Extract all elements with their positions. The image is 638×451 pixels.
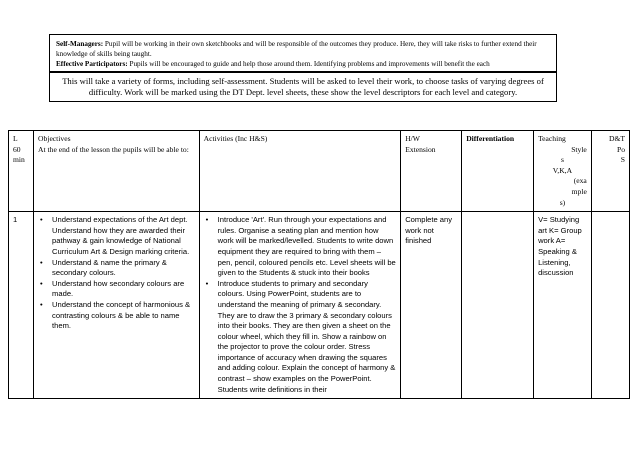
objectives-list bbox=[38, 215, 195, 332]
list-item: • Understand expectations of the Art dept. Understand how they are awarded their pathway & gain knowledge of National Curriculum Art & Design marking criteria. bbox=[52, 215, 195, 257]
header-objectives bbox=[34, 131, 200, 212]
dt-pos-cell bbox=[591, 212, 629, 399]
header-dt-line: Po bbox=[616, 144, 625, 154]
list-item: • Understand & name the primary & secondary colours. bbox=[52, 258, 195, 279]
header-teaching-line: s) bbox=[559, 197, 566, 207]
assessment-text: This will take a variety of forms, including self-assessment. Students will be asked to level their work, to choose tasks of varying degrees of difficulty. Work will be marked using the DT Dept. level sheets, these show the level descriptors for each level and category. bbox=[62, 76, 544, 97]
intro-skills-box bbox=[49, 34, 557, 72]
header-lesson-line: L bbox=[13, 134, 18, 143]
list-item: • Introduce students to primary and secondary colours. Using PowerPoint, students are to understand the meaning of primary & secondary. They are to draw the 3 primary & secondary colours into their books. They are then given a sheet on the colour wheel, which they fill in. Show a rainbow on the projector to prove the colour order. Stress importance of accuracy when drawing the squares and adding colour. Explain the concept of harmony & contrast – show examples on the PowerPoint. Students write definitions in their bbox=[218, 279, 397, 396]
header-differentiation-title: Differentiation bbox=[466, 134, 515, 143]
objectives-cell bbox=[34, 212, 200, 399]
assessment-box bbox=[49, 72, 557, 102]
header-teaching-line: V,K,A bbox=[552, 165, 573, 175]
header-hw-sub: Extension bbox=[405, 144, 436, 154]
header-teaching-line: Teaching bbox=[538, 134, 566, 143]
header-lesson bbox=[9, 131, 34, 212]
header-teaching-styles bbox=[534, 131, 592, 212]
activities-list bbox=[204, 215, 397, 395]
self-managers-paragraph bbox=[56, 39, 550, 59]
header-differentiation bbox=[462, 131, 534, 212]
header-teaching-line: (exa bbox=[573, 176, 587, 186]
effective-participators-label: Effective Participators: bbox=[56, 60, 128, 68]
header-teaching-line: Style bbox=[571, 144, 587, 154]
header-dt-pos bbox=[591, 131, 629, 212]
header-lesson-line: 60 bbox=[13, 144, 21, 154]
effective-participators-text: Pupils will be encouraged to guide and help those around them. Identifying problems and improvements will benefit the each bbox=[129, 60, 490, 68]
header-activities bbox=[199, 131, 401, 212]
header-activities-title: Activities (Inc H&S) bbox=[203, 134, 268, 143]
lesson-plan-table bbox=[8, 130, 630, 399]
header-teaching-line: s bbox=[560, 155, 564, 165]
header-objectives-title: Objectives bbox=[38, 134, 71, 143]
table-header-row bbox=[9, 131, 630, 212]
activities-cell bbox=[199, 212, 401, 399]
list-item: • Understand how secondary colours are made. bbox=[52, 279, 195, 300]
header-dt-line: D&T bbox=[608, 134, 625, 143]
hw-cell: Complete any work not finished bbox=[401, 212, 462, 399]
lesson-number-cell: 1 bbox=[9, 212, 34, 399]
differentiation-cell bbox=[462, 212, 534, 399]
header-hw-title: H/W bbox=[405, 134, 420, 143]
table-row bbox=[9, 212, 630, 399]
self-managers-label: Self-Managers: bbox=[56, 40, 104, 48]
header-objectives-sub: At the end of the lesson the pupils will be able to: bbox=[38, 144, 189, 154]
teaching-styles-cell: V= Studying art K= Group work A= Speaking & Listening, discussion bbox=[534, 212, 592, 399]
header-hw bbox=[401, 131, 462, 212]
header-lesson-line: min bbox=[13, 155, 25, 165]
self-managers-text: Pupil will be working in their own sketchbooks and will be responsible of the outcomes they produce. Here, they will take risks to further extend their knowledge of skills being taught. bbox=[56, 40, 537, 58]
effective-participators-paragraph bbox=[56, 59, 550, 69]
list-item: • Introduce 'Art'. Run through your expectations and rules. Organise a seating plan and mention how work will be marked/levelled. Students to write down equipment they are required to bring with them – pen, pencil, coloured pencils etc. Level sheets will be given to the Students & stuck into their books bbox=[218, 215, 397, 279]
list-item: • Understand the concept of harmonious & contrasting colours & be able to name them. bbox=[52, 300, 195, 332]
header-dt-line: S bbox=[620, 155, 625, 165]
header-teaching-line: mple bbox=[571, 186, 587, 196]
